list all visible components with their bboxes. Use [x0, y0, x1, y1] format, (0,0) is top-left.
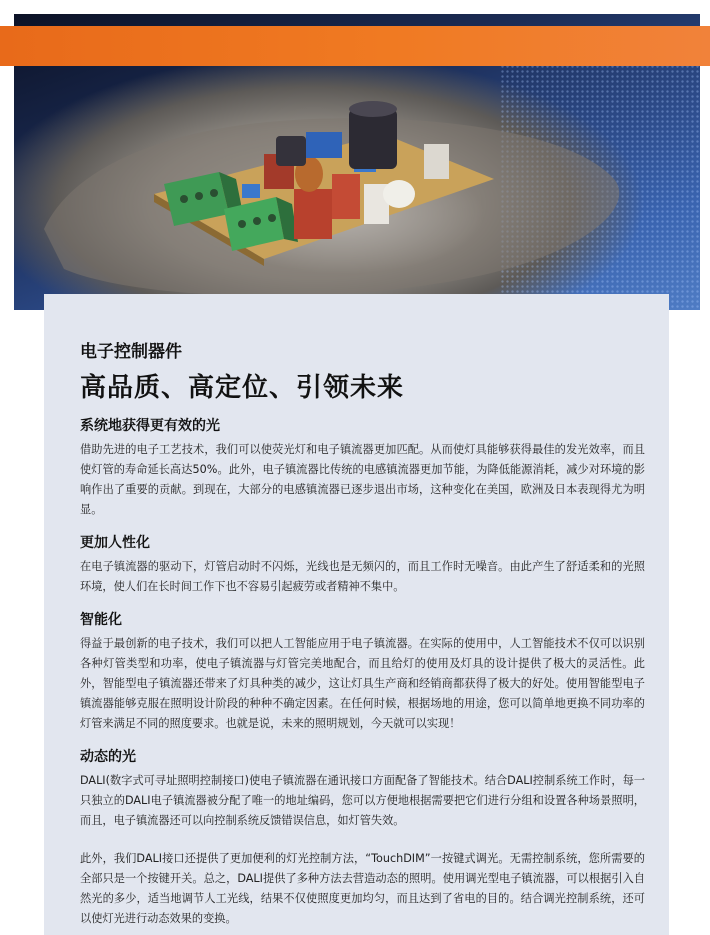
section-paragraph: DALI(数字式可寻址照明控制接口)使电子镇流器在通讯接口方面配备了智能技术。结合DALI控制系统工作时，每一只独立的DALI电子镇流器被分配了唯一的地址编码，您可以方便地根据需要把它们进行分组和设置各种场景照明，而且，电子镇流器还可以向控制系统反馈错误信息，如灯管失效。 [80, 774, 645, 827]
category-title: 电子控制器件 [80, 342, 182, 362]
section-paragraph: 在电子镇流器的驱动下，灯管启动时不闪烁，光线也是无频闪的，而且工作时无噪音。由此产生了舒适柔和的光照环境，使人们在长时间工作下也不容易引起疲劳或者精神不集中。 [80, 560, 645, 593]
section-paragraph: 得益于最创新的电子技术，我们可以把人工智能应用于电子镇流器。在实际的使用中，人工智能技术不仅可以识别各种灯管类型和功率，使电子镇流器与灯管完美地配合，而且给灯的使用及灯具的设计提供了极大的灵活性。此外，智能型电子镇流器还带来了灯具种类的减少，这让灯具生产商和经销商都获得了极大的好处。使用智能型电子镇流器能够克服在照明设计阶段的种种不确定因素。在任何时候，根据场地的用途，您可以简单地更换不同功率的灯管来满足不同的照度要求。也就是说，未来的照明规划，今天就可以实现！ [80, 637, 645, 730]
section-paragraph: 借助先进的电子工艺技术，我们可以使荧光灯和电子镇流器更加匹配。从而使灯具能够获得最佳的发光效率，而且使灯管的寿命延长高达50%。此外，电子镇流器比传统的电感镇流器更加节能，为降低能源消耗，减少对环境的影响作出了重要的贡献。到现在，大部分的电感镇流器已逐步退出市场，这种变化在美国，欧洲及日本表现得尤为明显。 [80, 443, 645, 516]
section-paragraph: 此外，我们DALI接口还提供了更加便利的灯光控制方法，“TouchDIM”一按键式调光。无需控制系统，您所需要的全部只是一个按键开关。总之，DALI提供了多种方法去营造动态的照明。使用调光型电子镇流器，可以根据引入自然光的多少，适当地调节人工光线，结果不仅使照度更加均匀，而且达到了省电的目的。结合调光控制系统，还可以使灯光进行动态效果的变换。 [80, 852, 645, 925]
section-heading: 系统地获得更有效的光 [80, 418, 220, 434]
headline: 高品质、高定位、引领未来 [80, 373, 405, 403]
section-heading: 动态的光 [80, 749, 136, 765]
article [80, 340, 645, 929]
section-heading: 更加人性化 [80, 535, 150, 551]
orange-header-band [0, 26, 710, 66]
section-heading: 智能化 [80, 612, 122, 628]
